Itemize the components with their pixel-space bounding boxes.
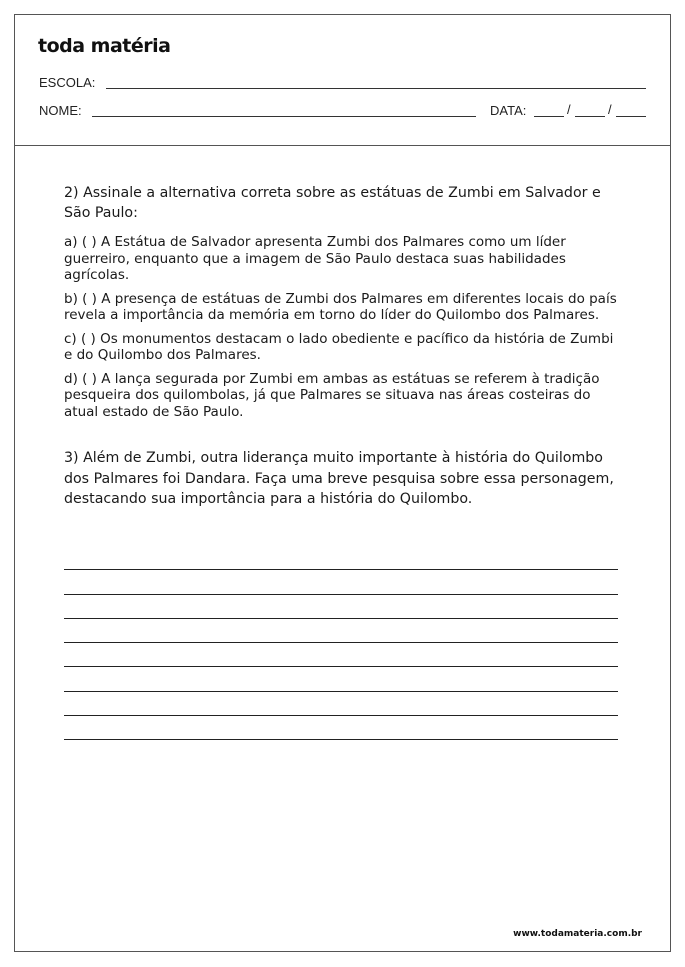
question-2-prompt: 2) Assinale a alternativa correta sobre as estátuas de Zumbi em Salvador e São Paulo: bbox=[64, 185, 601, 221]
answer-line[interactable] bbox=[64, 570, 618, 594]
school-label: ESCOLA: bbox=[39, 75, 96, 90]
answer-line[interactable] bbox=[64, 692, 618, 716]
worksheet-page bbox=[14, 14, 671, 952]
date-year-field[interactable] bbox=[616, 116, 646, 117]
date-separator: / bbox=[608, 102, 612, 117]
answer-line[interactable] bbox=[64, 595, 618, 619]
website-footer: www.todamateria.com.br bbox=[513, 929, 642, 939]
answer-line[interactable] bbox=[64, 546, 618, 570]
answer-line[interactable] bbox=[64, 619, 618, 643]
worksheet-header bbox=[15, 15, 670, 146]
question-3-prompt: 3) Além de Zumbi, outra liderança muito importante à história do Quilombo dos Palmares foi Dandara. Faça uma breve pesquisa sobre essa personagem, destacando sua importância para a história do Quilombo. bbox=[64, 450, 614, 507]
date-month-field[interactable] bbox=[575, 116, 605, 117]
question-2-option-a[interactable]: a) ( ) A Estátua de Salvador apresenta Zumbi dos Palmares como um líder guerreiro, enquanto que a imagem de São Paulo destaca suas habilidades agrícolas. bbox=[64, 234, 566, 283]
brand-logo: toda matéria bbox=[38, 35, 171, 57]
school-field[interactable] bbox=[106, 88, 646, 89]
question-2-option-c[interactable]: c) ( ) Os monumentos destacam o lado obediente e pacífico da história de Zumbi e do Quilombo dos Palmares. bbox=[64, 330, 614, 363]
answer-line[interactable] bbox=[64, 716, 618, 740]
questions-area bbox=[64, 183, 624, 521]
answer-line[interactable] bbox=[64, 667, 618, 691]
answer-line[interactable] bbox=[64, 643, 618, 667]
question-2-option-d[interactable]: d) ( ) A lança segurada por Zumbi em ambas as estátuas se referem à tradição pesqueira dos quilombolas, já que Palmares se situava nas áreas costeiras do atual estado de São Paulo. bbox=[64, 370, 600, 420]
date-label: DATA: bbox=[490, 103, 527, 118]
name-label: NOME: bbox=[39, 103, 82, 118]
answer-lines bbox=[64, 546, 618, 740]
question-2-option-b[interactable]: b) ( ) A presença de estátuas de Zumbi dos Palmares em diferentes locais do país revela a importância da memória em torno do líder do Quilombo dos Palmares. bbox=[64, 290, 617, 323]
date-day-field[interactable] bbox=[534, 116, 564, 117]
date-separator: / bbox=[567, 102, 571, 117]
name-field[interactable] bbox=[92, 116, 476, 117]
